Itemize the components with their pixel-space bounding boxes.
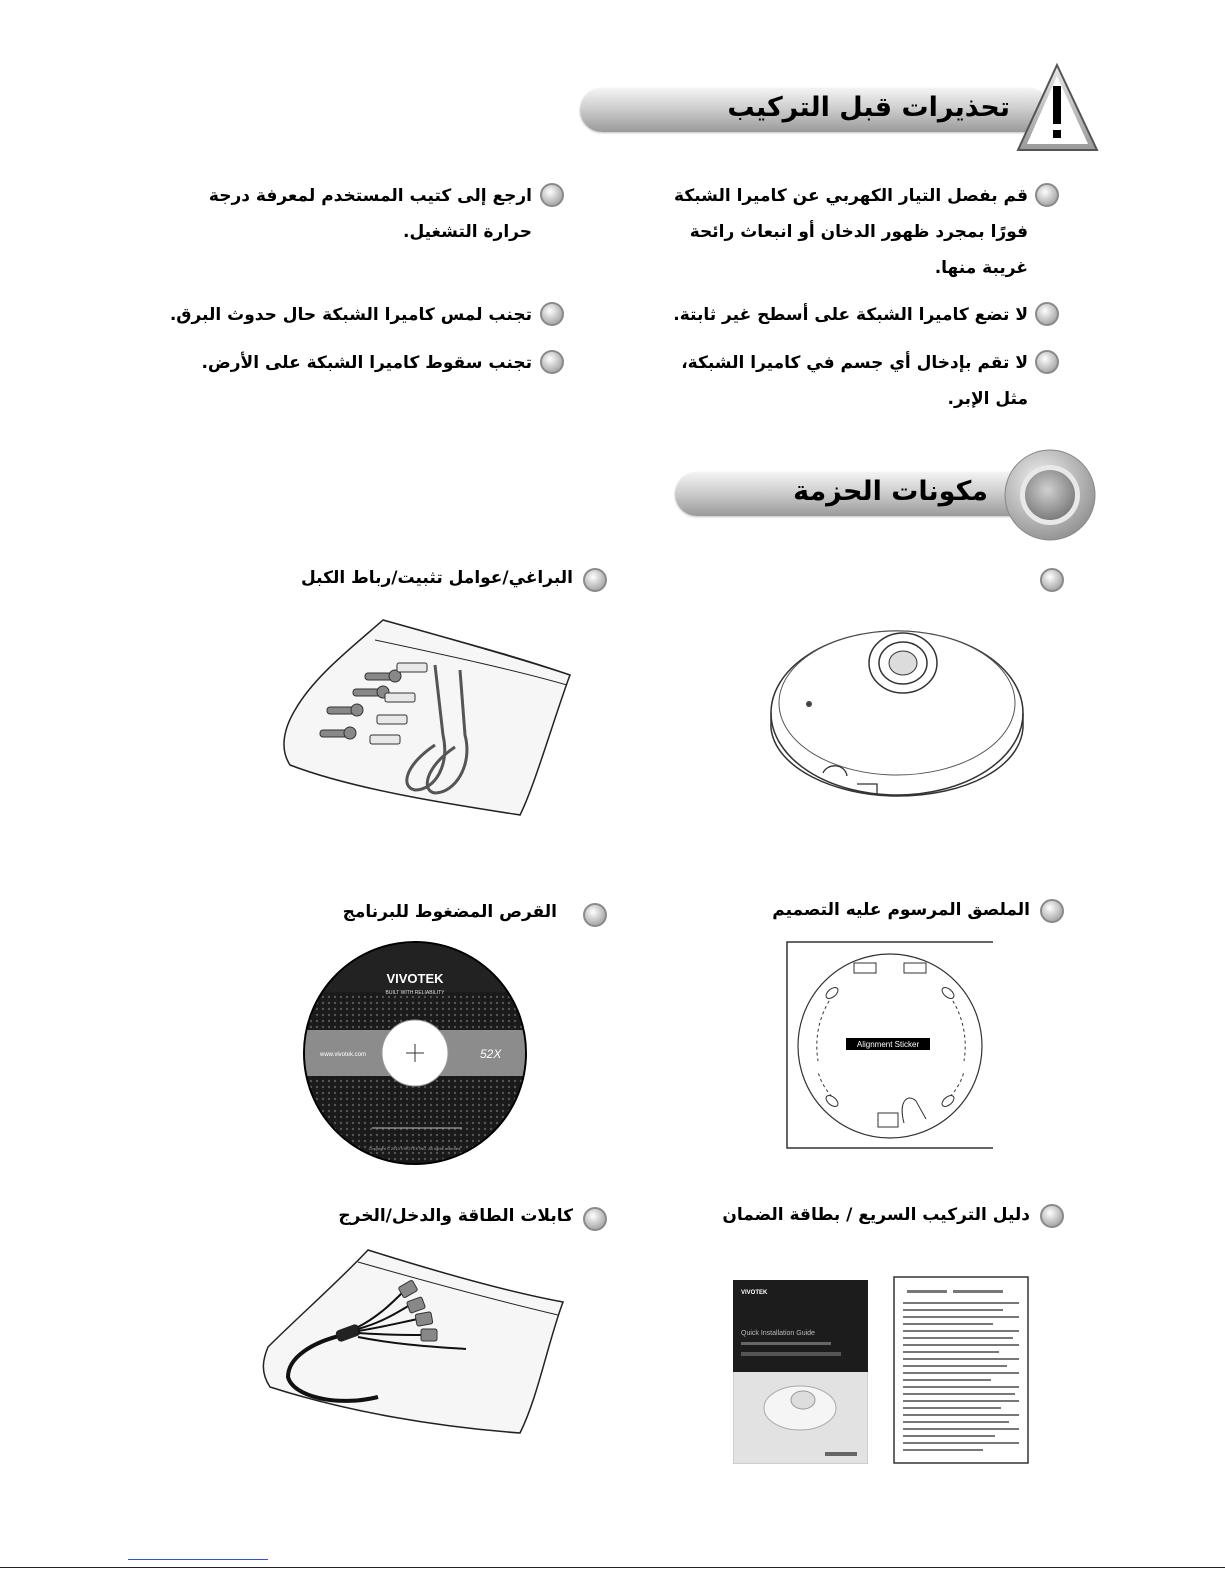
bullet-icon: [540, 183, 564, 207]
bullet-icon: [1035, 350, 1059, 374]
quick-guide-booklet-image: [733, 1280, 868, 1464]
cd-url: www.vivotek.com: [320, 1052, 367, 1058]
bullet-icon: [1035, 183, 1059, 207]
bullet-icon: [1035, 302, 1059, 326]
item-label-cd: القرص المضغوط للبرنامج: [342, 902, 557, 922]
item-label-cable: كابلات الطاقة والدخل/الخرج: [338, 1206, 573, 1226]
warning-text: قم بفصل التيار الكهربي عن كاميرا الشبكة فورًا بمجرد ظهور الدخان أو انبعاث رائحة غريبة منها.: [674, 186, 1028, 278]
warning-text: تجنب سقوط كاميرا الشبكة على الأرض.: [201, 353, 532, 373]
camera-image: [765, 618, 1030, 808]
package-title: مكونات الحزمة: [793, 476, 988, 507]
warranty-card-image: [893, 1276, 1029, 1464]
bullet-icon: [1040, 1204, 1064, 1228]
cd-copyright: Copyright © 2010 VIVOTEK INC. All rights reserved.: [368, 1146, 462, 1151]
bullet-icon: [540, 350, 564, 374]
warning-triangle-icon: [1015, 62, 1100, 154]
bullet-icon: [1040, 568, 1064, 592]
item-label-guide: دليل التركيب السريع / بطاقة الضمان: [722, 1205, 1030, 1225]
bullet-icon: [583, 568, 607, 592]
item-label-sticker: الملصق المرسوم عليه التصميم: [772, 900, 1030, 920]
software-cd-image: [302, 940, 528, 1166]
warning-text: ارجع إلى كتيب المستخدم لمعرفة درجة حرارة التشغيل.: [208, 186, 532, 242]
bullet-icon: [540, 302, 564, 326]
warning-text: لا تضع كاميرا الشبكة على أسطح غير ثابتة.: [673, 305, 1028, 325]
power-io-cable-image: [258, 1247, 578, 1437]
guide-title: Quick Installation Guide: [741, 1330, 815, 1337]
sticker-label: Alignment Sticker: [856, 1040, 920, 1049]
warnings-title: تحذيرات قبل التركيب: [727, 92, 1010, 123]
bottom-accent: [128, 1559, 268, 1560]
bullet-icon: [583, 1207, 607, 1231]
bullet-icon: [1040, 899, 1064, 923]
warning-text: تجنب لمس كاميرا الشبكة حال حدوث البرق.: [169, 305, 532, 325]
screws-bag-image: [275, 615, 585, 825]
bullet-icon: [583, 903, 607, 927]
warning-text: لا تقم بإدخال أي جسم في كاميرا الشبكة، مثل الإبر.: [681, 353, 1028, 409]
alignment-sticker-image: [786, 941, 994, 1149]
cd-tagline: BUILT WITH RELIABILITY: [385, 990, 445, 996]
cd-speed: 52X: [480, 1047, 502, 1061]
item-label-screws: البراغي/عوامل تثبيت/رباط الكبل: [300, 568, 573, 588]
guide-brand: VIVOTEK: [741, 1290, 768, 1296]
bottom-divider: [0, 1567, 1225, 1568]
package-disc-icon: [1003, 448, 1097, 542]
cd-brand: VIVOTEK: [386, 971, 444, 986]
